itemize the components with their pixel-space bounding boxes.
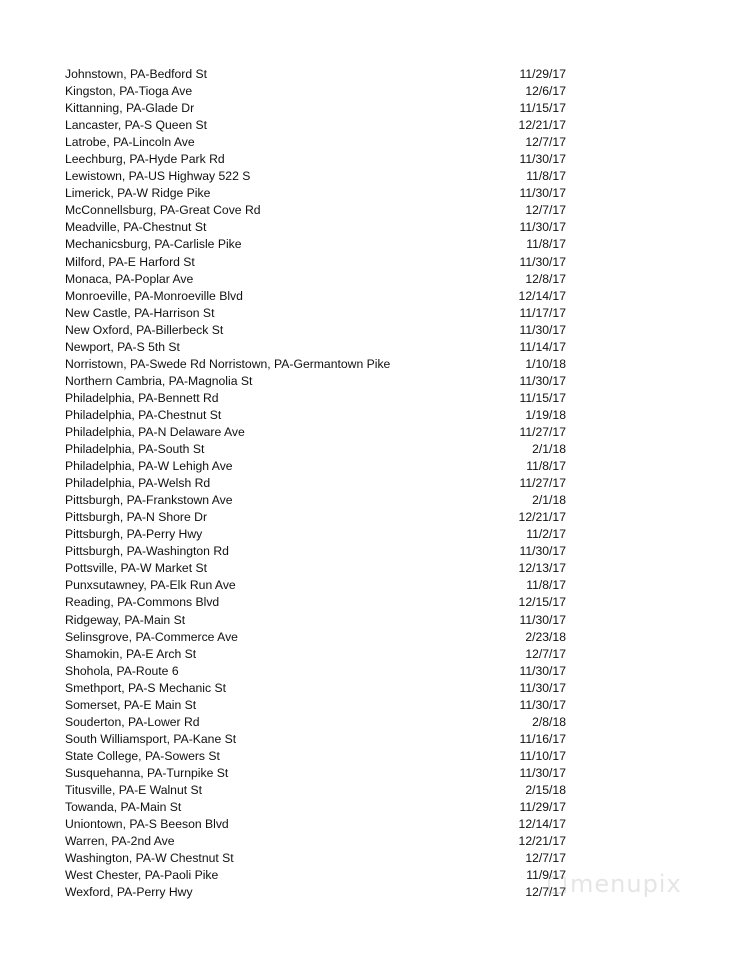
table-row (64, 748, 566, 765)
table-row (64, 83, 566, 100)
date-cell: 12/21/17 (518, 834, 566, 849)
location-cell: Monroeville, PA-Monroeville Blvd (65, 288, 243, 303)
date-cell: 11/9/17 (526, 868, 566, 883)
location-cell: Norristown, PA-Swede Rd Norristown, PA-Germantown Pike (65, 356, 391, 371)
table-row (64, 560, 566, 577)
table-row (64, 646, 566, 663)
location-cell: Towanda, PA-Main St (65, 800, 182, 815)
table-row (64, 100, 566, 117)
date-cell: 12/15/17 (518, 595, 566, 610)
date-cell: 11/30/17 (519, 680, 566, 695)
location-cell: Leechburg, PA-Hyde Park Rd (65, 152, 225, 167)
table-row (64, 322, 566, 339)
date-cell: 11/10/17 (519, 748, 566, 763)
table-row (64, 390, 566, 407)
table-row (64, 373, 566, 390)
table-row (64, 424, 566, 441)
table-row (64, 663, 566, 680)
location-cell: New Oxford, PA-Billerbeck St (65, 322, 224, 337)
table-row (64, 288, 566, 305)
table-row (64, 543, 566, 560)
table-row (64, 680, 566, 697)
location-cell: Kittanning, PA-Glade Dr (65, 101, 195, 116)
location-cell: Titusville, PA-E Walnut St (65, 782, 203, 797)
location-cell: Selinsgrove, PA-Commerce Ave (65, 629, 238, 644)
date-cell: 11/29/17 (519, 67, 566, 81)
table-row (64, 509, 566, 526)
date-cell: 12/7/17 (525, 851, 566, 866)
date-cell: 12/8/17 (525, 271, 566, 286)
location-cell: Shamokin, PA-E Arch St (65, 646, 197, 661)
table-row (64, 816, 566, 833)
table-row (64, 526, 566, 543)
date-cell: 12/6/17 (525, 84, 566, 99)
location-cell: Reading, PA-Commons Blvd (65, 595, 220, 610)
table-row (64, 134, 566, 151)
location-cell: Punxsutawney, PA-Elk Run Ave (65, 578, 236, 593)
date-cell: 11/30/17 (519, 373, 566, 388)
date-cell: 11/30/17 (519, 220, 566, 235)
table-row (64, 782, 566, 799)
location-cell: Philadelphia, PA-Chestnut St (65, 407, 222, 422)
date-cell: 11/15/17 (519, 390, 566, 405)
date-cell: 11/16/17 (519, 731, 566, 746)
date-cell: 1/10/18 (525, 356, 566, 371)
date-cell: 12/13/17 (518, 561, 566, 576)
table-row (64, 884, 566, 901)
table-row (64, 202, 566, 219)
table-row (64, 185, 566, 202)
table-row (64, 151, 566, 168)
table-row (64, 765, 566, 782)
location-cell: Lancaster, PA-S Queen St (65, 118, 208, 133)
table-row (64, 254, 566, 271)
table-row (64, 117, 566, 134)
location-cell: Pittsburgh, PA-N Shore Dr (65, 510, 208, 525)
date-cell: 11/14/17 (519, 339, 566, 354)
date-cell: 11/27/17 (519, 476, 566, 491)
location-cell: Limerick, PA-W Ridge Pike (65, 186, 211, 201)
location-cell: Milford, PA-E Harford St (65, 254, 195, 269)
location-cell: Warren, PA-2nd Ave (65, 834, 175, 849)
date-cell: 11/8/17 (526, 237, 566, 252)
location-cell: Wexford, PA-Perry Hwy (65, 885, 193, 900)
date-cell: 11/27/17 (519, 424, 566, 439)
location-cell: Ridgeway, PA-Main St (65, 612, 186, 627)
date-cell: 12/7/17 (525, 203, 566, 218)
location-cell: Washington, PA-W Chestnut St (65, 851, 234, 866)
location-cell: Philadelphia, PA-N Delaware Ave (65, 424, 245, 439)
date-cell: 2/8/18 (532, 714, 566, 729)
location-cell: Lewistown, PA-US Highway 522 S (65, 169, 251, 184)
table-row (64, 458, 566, 475)
location-cell: New Castle, PA-Harrison St (65, 305, 215, 320)
location-cell: Newport, PA-S 5th St (65, 339, 180, 354)
table-row (64, 731, 566, 748)
date-cell: 1/19/18 (525, 407, 566, 422)
date-cell: 11/8/17 (526, 169, 566, 184)
location-cell: Philadelphia, PA-W Lehigh Ave (65, 459, 233, 474)
location-cell: McConnellsburg, PA-Great Cove Rd (65, 203, 261, 218)
table-row (64, 850, 566, 867)
date-cell: 11/30/17 (519, 322, 566, 337)
location-cell: Monaca, PA-Poplar Ave (65, 271, 194, 286)
table-row (64, 867, 566, 884)
date-cell: 11/2/17 (526, 527, 566, 542)
table-row (64, 168, 566, 185)
date-cell: 11/30/17 (519, 544, 566, 559)
table-row (64, 799, 566, 816)
table-row (64, 714, 566, 731)
table-row (64, 577, 566, 594)
location-cell: Kingston, PA-Tioga Ave (65, 84, 193, 99)
date-cell: 12/7/17 (525, 135, 566, 150)
table-row (64, 594, 566, 611)
date-cell: 11/15/17 (519, 101, 566, 116)
location-cell: Meadville, PA-Chestnut St (65, 220, 207, 235)
location-cell: Smethport, PA-S Mechanic St (65, 680, 226, 695)
date-cell: 12/7/17 (525, 885, 566, 900)
date-cell: 12/21/17 (518, 510, 566, 525)
location-cell: Philadelphia, PA-South St (65, 442, 205, 457)
table-row (64, 305, 566, 322)
table-row (64, 492, 566, 509)
location-cell: Mechanicsburg, PA-Carlisle Pike (65, 237, 242, 252)
location-cell: Susquehanna, PA-Turnpike St (65, 765, 229, 780)
date-cell: 12/14/17 (518, 288, 566, 303)
date-cell: 12/7/17 (525, 646, 566, 661)
menupix-logo-icon (548, 876, 566, 894)
location-cell: Pittsburgh, PA-Perry Hwy (65, 527, 203, 542)
location-cell: Latrobe, PA-Lincoln Ave (65, 135, 195, 150)
location-cell: Pottsville, PA-W Market St (65, 561, 207, 576)
table-row (64, 441, 566, 458)
date-cell: 2/15/18 (525, 782, 566, 797)
date-cell: 11/30/17 (519, 765, 566, 780)
date-cell: 12/21/17 (518, 118, 566, 133)
location-cell: West Chester, PA-Paoli Pike (65, 868, 219, 883)
table-row (64, 236, 566, 253)
table-row (64, 356, 566, 373)
location-cell: Uniontown, PA-S Beeson Blvd (65, 817, 229, 832)
location-cell: Somerset, PA-E Main St (65, 697, 197, 712)
date-cell: 2/1/18 (532, 493, 566, 508)
table-row (64, 833, 566, 850)
table-row (64, 612, 566, 629)
location-cell: Northern Cambria, PA-Magnolia St (65, 373, 253, 388)
location-cell: Philadelphia, PA-Welsh Rd (65, 476, 211, 491)
date-cell: 11/17/17 (519, 305, 566, 320)
location-cell: Pittsburgh, PA-Washington Rd (65, 544, 229, 559)
location-date-list (64, 66, 566, 901)
watermark-text: menupix (570, 870, 682, 898)
table-row (64, 697, 566, 714)
date-cell: 11/29/17 (519, 800, 566, 815)
date-cell: 11/8/17 (526, 578, 566, 593)
date-cell: 11/30/17 (519, 152, 566, 167)
location-cell: State College, PA-Sowers St (65, 748, 220, 763)
location-cell: Johnstown, PA-Bedford St (65, 67, 208, 81)
table-row (64, 339, 566, 356)
date-cell: 2/1/18 (532, 442, 566, 457)
table-row (64, 629, 566, 646)
date-cell: 11/8/17 (526, 459, 566, 474)
date-cell: 12/14/17 (518, 817, 566, 832)
table-row (64, 219, 566, 236)
location-cell: Pittsburgh, PA-Frankstown Ave (65, 493, 233, 508)
date-cell: 11/30/17 (519, 254, 566, 269)
location-cell: Shohola, PA-Route 6 (65, 663, 179, 678)
location-cell: Philadelphia, PA-Bennett Rd (65, 390, 219, 405)
table-row (64, 66, 566, 83)
date-cell: 11/30/17 (519, 663, 566, 678)
date-cell: 11/30/17 (519, 697, 566, 712)
date-cell: 2/23/18 (525, 629, 566, 644)
location-cell: Souderton, PA-Lower Rd (65, 714, 200, 729)
table-row (64, 475, 566, 492)
menupix-watermark (548, 870, 682, 898)
date-cell: 11/30/17 (519, 186, 566, 201)
table-row (64, 271, 566, 288)
location-cell: South Williamsport, PA-Kane St (65, 731, 237, 746)
table-row (64, 407, 566, 424)
date-cell: 11/30/17 (519, 612, 566, 627)
